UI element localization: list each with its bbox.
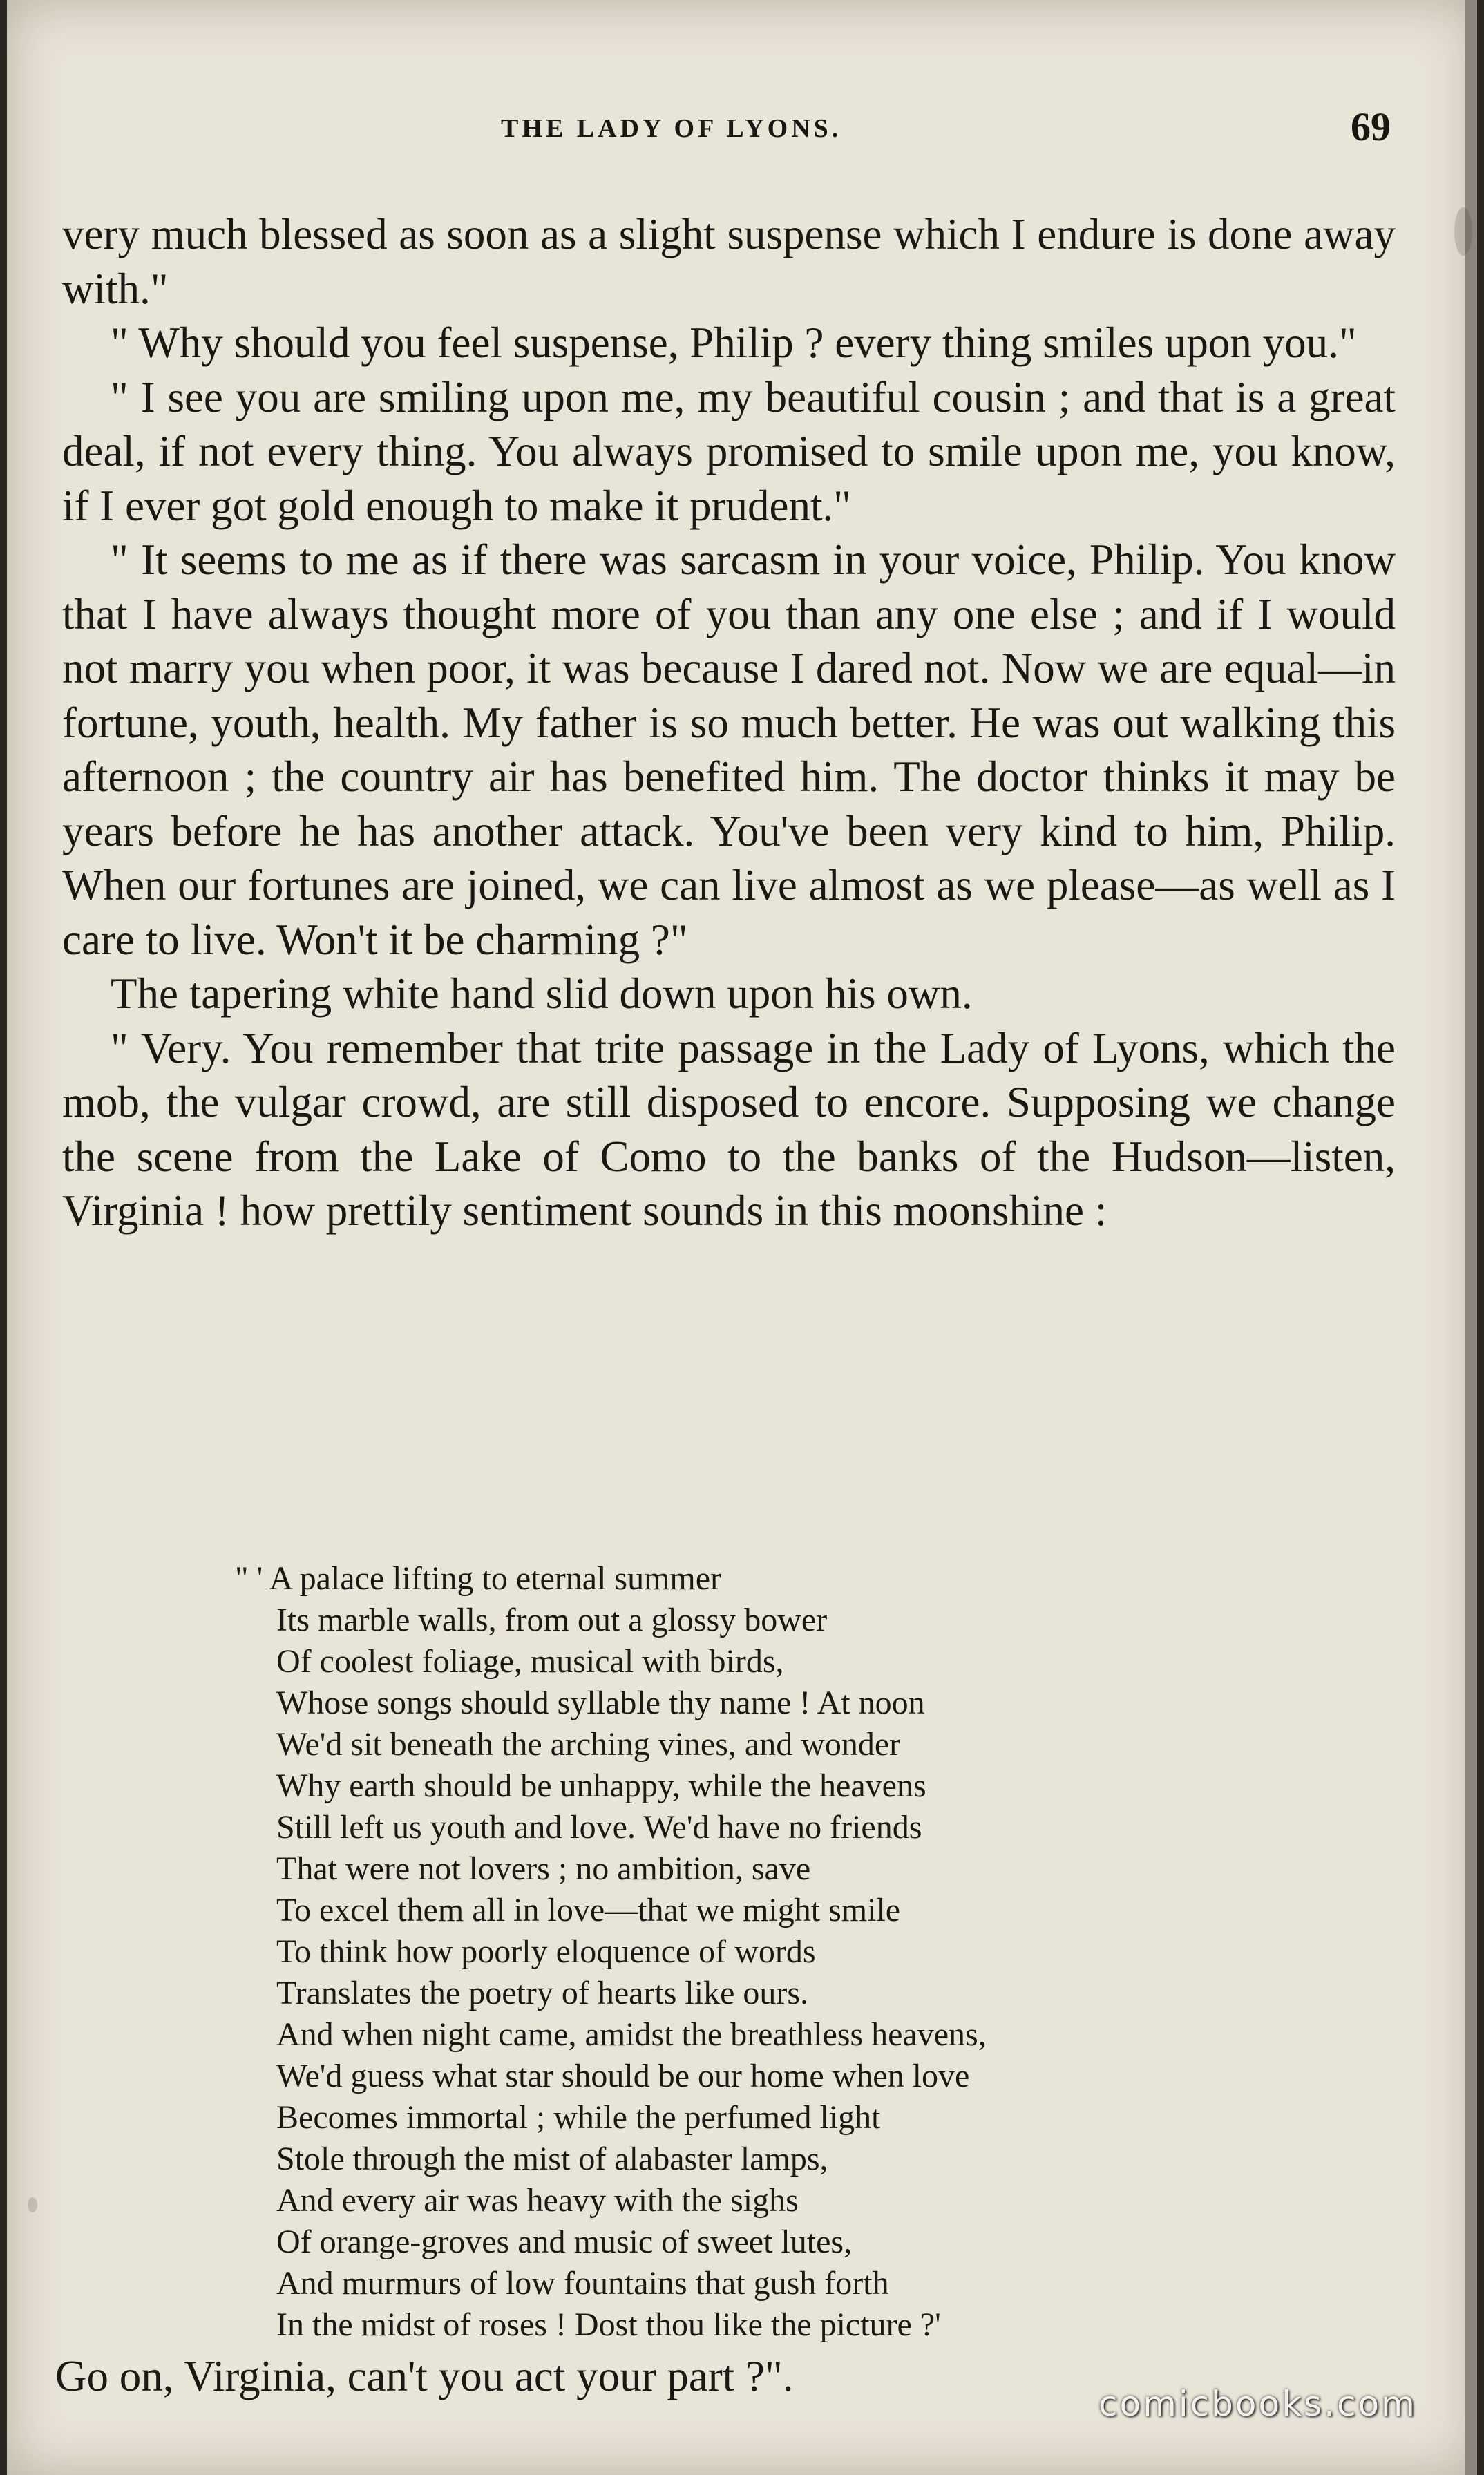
paragraph: The tapering white hand slid down upon his own. — [111, 969, 973, 1018]
verse-line: And murmurs of low fountains that gush forth — [276, 2265, 889, 2302]
watermark-logo: comicbooks.com — [1098, 2384, 1417, 2424]
verse-line: Its marble walls, from out a glossy bower — [276, 1602, 828, 1638]
page-number: 69 — [1351, 104, 1391, 149]
paragraph: " Why should you feel suspense, Philip ? every thing smiles upon you." — [111, 319, 1357, 367]
verse-line: And when night came, amidst the breathless heavens, — [276, 2016, 987, 2053]
verse-line: Becomes immortal ; while the perfumed light — [276, 2099, 881, 2136]
ink-smudge — [28, 2197, 37, 2212]
verse-line: To think how poorly eloquence of words — [276, 1933, 816, 1970]
book-page — [7, 0, 1477, 2475]
verse-line: Why earth should be unhappy, while the heavens — [276, 1767, 926, 1804]
verse-line: We'd guess what star should be our home when love — [276, 2058, 970, 2094]
verse-line: That were not lovers ; no ambition, save — [276, 1850, 811, 1887]
verse-line: " ' A palace lifting to eternal summer — [235, 1560, 722, 1597]
running-head — [7, 104, 1477, 152]
ink-smudge — [1454, 207, 1472, 256]
verse-line: Of coolest foliage, musical with birds, — [276, 1643, 784, 1680]
verse-line: Whose songs should syllable thy name ! At noon — [276, 1685, 925, 1721]
verse-line: To excel them all in love—that we might smile — [276, 1892, 901, 1928]
running-title: THE LADY OF LYONS. — [501, 114, 842, 143]
page-edge — [1465, 0, 1477, 2475]
verse-line: And every air was heavy with the sighs — [276, 2182, 799, 2219]
verse-line: Translates the poetry of hearts like ours. — [276, 1975, 809, 2011]
verse-line: We'd sit beneath the arching vines, and wonder — [276, 1726, 901, 1763]
verse-line: Stole through the mist of alabaster lamps, — [276, 2141, 828, 2177]
verse-line: In the midst of roses ! Dost thou like the picture ?' — [276, 2306, 941, 2343]
prose-body — [62, 207, 1396, 1238]
paragraph: very much blessed as soon as a slight suspense which I endure is done away with." — [62, 210, 1396, 313]
paragraph: " I see you are smiling upon me, my beautiful cousin ; and that is a great deal, if not every thing. You always promised to smile upon me, you know, if I ever got gold enough to make it prudent." — [62, 372, 1396, 530]
verse-quotation — [221, 1558, 1368, 2346]
verse-line: Of orange-groves and music of sweet lutes, — [276, 2223, 853, 2260]
paragraph: " It seems to me as if there was sarcasm in your voice, Philip. You know that I have always thought more of you than any one else ; and if I would not marry you when poor, it was because I dared not. Now we are equal—in fortune, youth, health. My father is so much better. He was out walking this afternoon ; the country air has benefited him. The doctor thinks it may be years before he has another attack. You've been very kind to him, Philip. When our fortunes are joined, we can live almost as we please—as well as I care to live. Won't it be charming ?" — [62, 535, 1396, 964]
verse-line: Still left us youth and love. We'd have no friends — [276, 1809, 922, 1846]
paragraph: " Very. You remember that trite passage in the Lady of Lyons, which the mob, the vulgar crowd, are still disposed to encore. Supposing we change the scene from the Lake of Como to the banks of the Hudson—listen, Virginia ! how prettily sentiment sounds in this moonshine : — [62, 1023, 1396, 1235]
closing-line: Go on, Virginia, can't you act your part ?". — [55, 2352, 794, 2400]
